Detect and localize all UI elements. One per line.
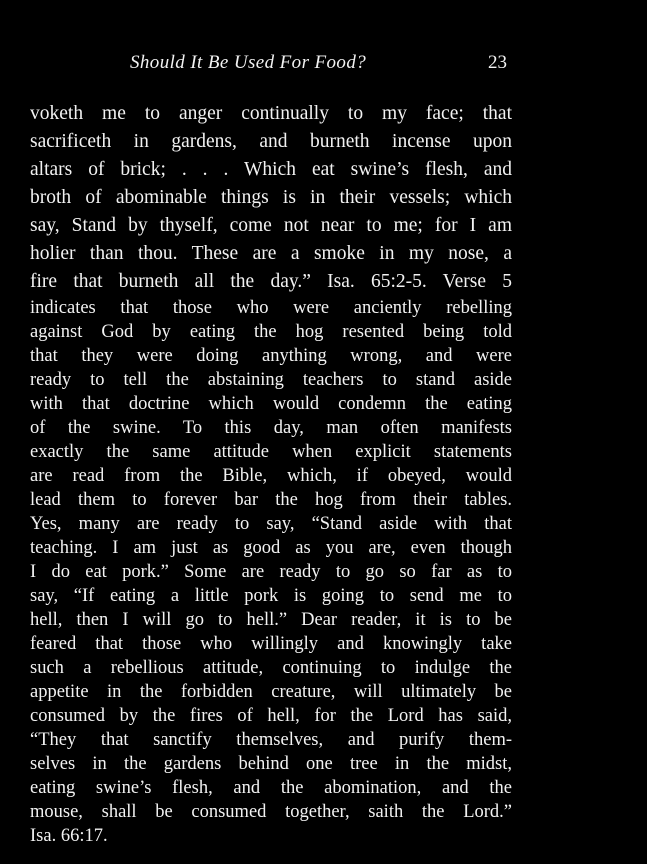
- text-line: that they were doing anything wrong, and were: [30, 346, 512, 366]
- text-line: against God by eating the hog resented being told: [30, 322, 512, 342]
- text-line: indicates that those who were anciently rebelling: [30, 298, 512, 318]
- text-line: sacrificeth in gardens, and burneth incense upon: [30, 131, 512, 152]
- body-text: [30, 100, 512, 848]
- text-line: “They that sanctify themselves, and purify them-: [30, 730, 512, 750]
- text-line: with that doctrine which would condemn the eating: [30, 394, 512, 414]
- text-line: of the swine. To this day, man often manifests: [30, 418, 512, 438]
- text-line: selves in the gardens behind one tree in the midst,: [30, 754, 512, 774]
- text-line: broth of abominable things is in their vessels; which: [30, 187, 512, 208]
- page-number: 23: [488, 52, 507, 73]
- running-header: [0, 52, 647, 78]
- text-line: I do eat pork.” Some are ready to go so far as to: [30, 562, 512, 582]
- text-line: ready to tell the abstaining teachers to stand aside: [30, 370, 512, 390]
- text-line: such a rebellious attitude, continuing to indulge the: [30, 658, 512, 678]
- text-line: lead them to forever bar the hog from their tables.: [30, 490, 512, 510]
- text-line: mouse, shall be consumed together, saith the Lord.”: [30, 802, 512, 822]
- text-line: consumed by the fires of hell, for the Lord has said,: [30, 706, 512, 726]
- text-line: Yes, many are ready to say, “Stand aside with that: [30, 514, 512, 534]
- paragraph-block-upper: [30, 100, 512, 296]
- paragraph-block-lower: [30, 296, 512, 848]
- text-line: say, “If eating a little pork is going to send me to: [30, 586, 512, 606]
- text-line: voketh me to anger continually to my face; that: [30, 103, 512, 124]
- text-line: teaching. I am just as good as you are, even though: [30, 538, 512, 558]
- text-line: appetite in the forbidden creature, will ultimately be: [30, 682, 512, 702]
- text-line: exactly the same attitude when explicit statements: [30, 442, 512, 462]
- text-line: altars of brick; . . . Which eat swine’s flesh, and: [30, 159, 512, 180]
- text-line-final: Isa. 66:17.: [30, 826, 108, 846]
- text-line: feared that those who willingly and knowingly take: [30, 634, 512, 654]
- running-title: Should It Be Used For Food?: [130, 52, 367, 73]
- text-line: fire that burneth all the day.” Isa. 65:2-5. Verse 5: [30, 271, 512, 292]
- text-line: say, Stand by thyself, come not near to me; for I am: [30, 215, 512, 236]
- text-line: holier than thou. These are a smoke in my nose, a: [30, 243, 512, 264]
- text-line: are read from the Bible, which, if obeyed, would: [30, 466, 512, 486]
- text-line: eating swine’s flesh, and the abomination, and the: [30, 778, 512, 798]
- text-line: hell, then I will go to hell.” Dear reader, it is to be: [30, 610, 512, 630]
